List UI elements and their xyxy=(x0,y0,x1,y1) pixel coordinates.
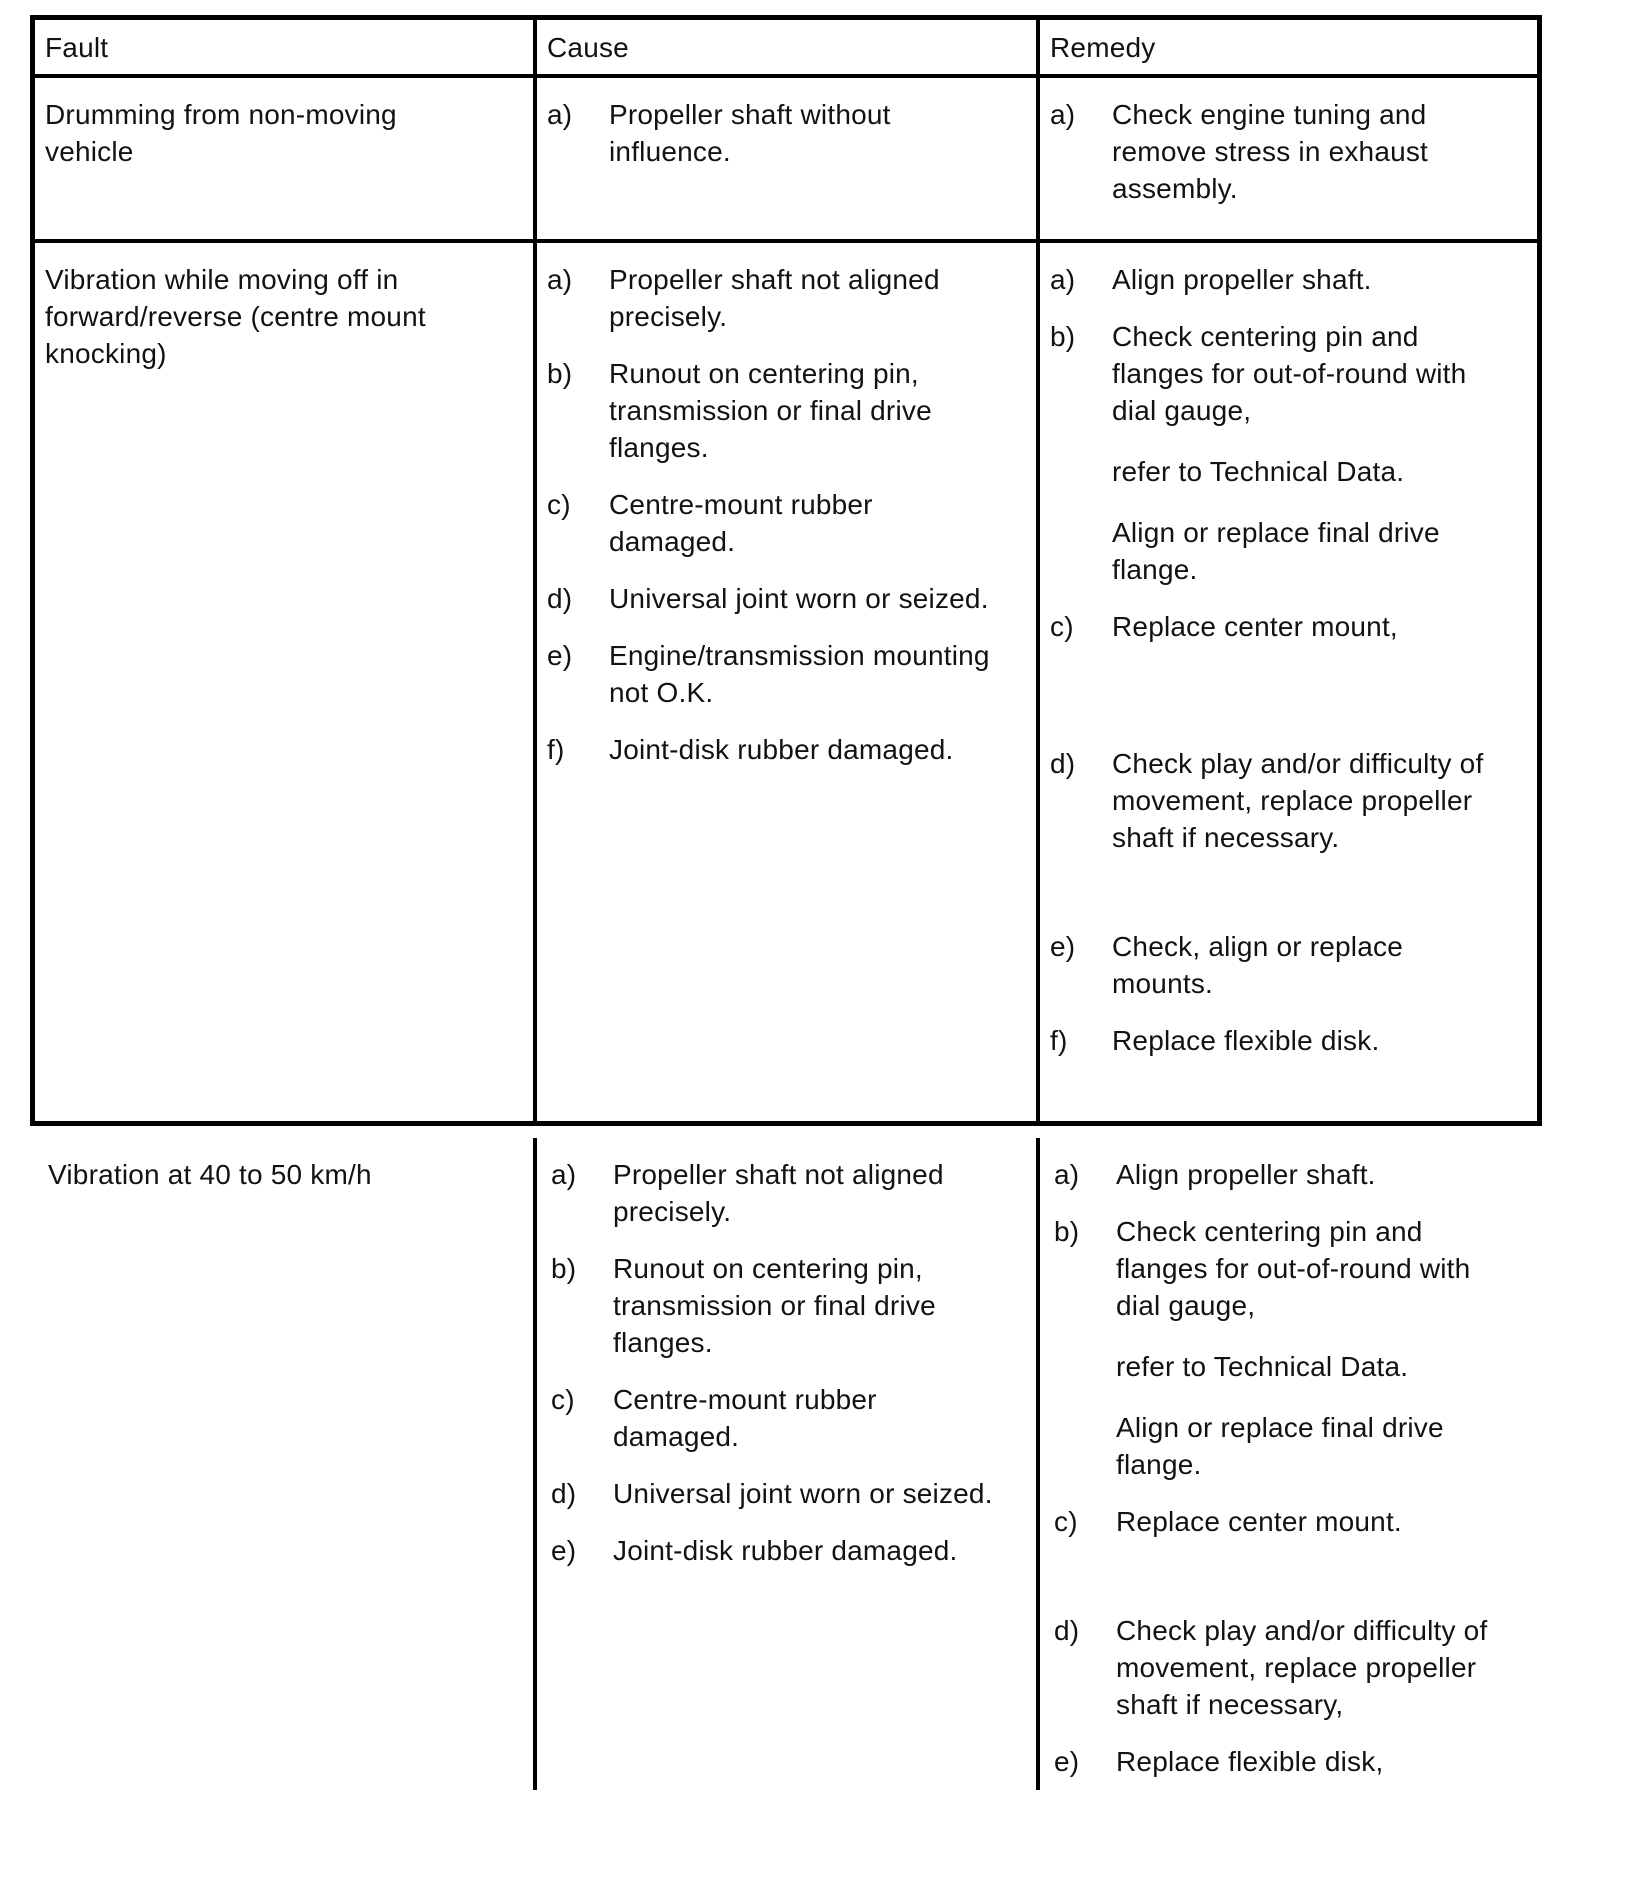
item-marker: e) xyxy=(547,640,573,671)
fault-cell xyxy=(35,78,533,239)
column-header-cause: Cause xyxy=(547,32,629,63)
remedy-list xyxy=(1050,261,1527,1059)
item-paragraph: Replace flexible disk, xyxy=(1116,1746,1384,1777)
item-text xyxy=(1112,928,1527,1002)
item-text xyxy=(1116,1503,1532,1540)
list-item xyxy=(1054,1156,1532,1193)
item-marker: c) xyxy=(1050,611,1074,642)
item-text xyxy=(609,355,1026,466)
list-item xyxy=(1054,1612,1532,1723)
list-item xyxy=(1050,261,1527,298)
cause-cell xyxy=(533,1138,1036,1790)
list-item xyxy=(1054,1503,1532,1540)
column-header-fault: Fault xyxy=(45,32,109,63)
item-paragraph: Replace center mount. xyxy=(1116,1506,1402,1537)
item-text xyxy=(1116,1213,1532,1483)
item-marker: d) xyxy=(551,1478,577,1509)
item-marker: b) xyxy=(1054,1216,1080,1247)
remedy-cell xyxy=(1036,243,1537,1121)
item-paragraph: Align or replace final drive flange. xyxy=(1112,517,1440,585)
item-text xyxy=(1112,745,1527,856)
item-marker: f) xyxy=(1050,1025,1068,1056)
item-text xyxy=(609,261,1026,335)
fault-text: Vibration at 40 to 50 km/h xyxy=(48,1159,372,1190)
item-marker: e) xyxy=(1054,1746,1080,1777)
item-paragraph: Check centering pin and flanges for out-of-round with dial gauge, xyxy=(1116,1216,1471,1321)
list-item xyxy=(1054,1213,1532,1483)
fault-cell xyxy=(35,243,533,1121)
fault-text: Vibration while moving off in forward/reverse (centre mount knocking) xyxy=(45,264,426,369)
table-row-vibration-moving-off xyxy=(35,239,1537,1121)
item-paragraph: Joint-disk rubber damaged. xyxy=(609,734,954,765)
item-marker: a) xyxy=(1050,264,1076,295)
item-paragraph: Universal joint worn or seized. xyxy=(613,1478,993,1509)
item-paragraph: Check play and/or difficulty of movement, replace propeller shaft if necessary, xyxy=(1116,1615,1488,1720)
cause-list xyxy=(551,1156,1026,1569)
item-text xyxy=(613,1532,1026,1569)
item-paragraph: Propeller shaft without influence. xyxy=(609,99,891,167)
item-marker: a) xyxy=(547,99,573,130)
list-item xyxy=(1050,745,1527,856)
item-marker: b) xyxy=(1050,321,1076,352)
cause-list xyxy=(547,96,1026,170)
item-marker: a) xyxy=(1054,1159,1080,1190)
item-marker: b) xyxy=(551,1253,577,1284)
remedy-cell xyxy=(1036,78,1537,239)
item-paragraph: Universal joint worn or seized. xyxy=(609,583,989,614)
item-text xyxy=(609,580,1026,617)
list-item xyxy=(551,1532,1026,1569)
item-paragraph: refer to Technical Data. xyxy=(1116,1351,1409,1382)
item-text xyxy=(613,1381,1026,1455)
item-paragraph: Centre-mount rubber damaged. xyxy=(613,1384,877,1452)
list-item xyxy=(1050,318,1527,588)
item-paragraph: Centre-mount rubber damaged. xyxy=(609,489,873,557)
item-marker: f) xyxy=(547,734,565,765)
item-text xyxy=(1116,1156,1532,1193)
header-cell-remedy xyxy=(1036,20,1537,74)
item-paragraph: Replace center mount, xyxy=(1112,611,1398,642)
item-text xyxy=(609,486,1026,560)
item-paragraph: Replace flexible disk. xyxy=(1112,1025,1380,1056)
item-paragraph: Align propeller shaft. xyxy=(1116,1159,1376,1190)
fault-cell xyxy=(30,1138,533,1790)
list-item xyxy=(1050,608,1527,645)
table-row-vibration-40-50 xyxy=(30,1138,1542,1790)
item-paragraph: Check centering pin and flanges for out-of-round with dial gauge, xyxy=(1112,321,1467,426)
cause-cell xyxy=(533,243,1036,1121)
list-item xyxy=(551,1475,1026,1512)
item-marker: d) xyxy=(1050,748,1076,779)
item-marker: e) xyxy=(551,1535,577,1566)
cause-list xyxy=(547,261,1026,768)
list-item xyxy=(551,1156,1026,1230)
item-text xyxy=(613,1156,1026,1230)
item-text xyxy=(1112,1022,1527,1059)
item-paragraph: Check, align or replace mounts. xyxy=(1112,931,1403,999)
cause-cell xyxy=(533,78,1036,239)
list-item xyxy=(551,1381,1026,1455)
remedy-list xyxy=(1054,1156,1532,1780)
list-item xyxy=(547,486,1026,560)
item-text xyxy=(609,637,1026,711)
remedy-cell xyxy=(1036,1138,1542,1790)
item-text xyxy=(613,1250,1026,1361)
item-marker: a) xyxy=(547,264,573,295)
item-marker: d) xyxy=(547,583,573,614)
column-header-remedy: Remedy xyxy=(1050,32,1156,63)
item-paragraph: Check engine tuning and remove stress in exhaust assembly. xyxy=(1112,99,1429,204)
header-cell-fault xyxy=(35,20,533,74)
list-item xyxy=(1054,1743,1532,1780)
item-paragraph: Propeller shaft not aligned precisely. xyxy=(613,1159,944,1227)
item-text xyxy=(609,731,1026,768)
item-marker: b) xyxy=(547,358,573,389)
item-marker: e) xyxy=(1050,931,1076,962)
table-row-drumming xyxy=(35,74,1537,239)
item-paragraph: Runout on centering pin, transmission or final drive flanges. xyxy=(609,358,932,463)
item-marker: a) xyxy=(1050,99,1076,130)
fault-text: Drumming from non-moving vehicle xyxy=(45,99,397,167)
list-item xyxy=(547,580,1026,617)
list-item xyxy=(1050,928,1527,1002)
fault-cause-remedy-table xyxy=(30,15,1542,1126)
list-item xyxy=(547,355,1026,466)
item-text xyxy=(1116,1743,1532,1780)
item-paragraph: Align propeller shaft. xyxy=(1112,264,1372,295)
remedy-list xyxy=(1050,96,1527,207)
list-item xyxy=(1050,1022,1527,1059)
item-text xyxy=(613,1475,1026,1512)
item-text xyxy=(1116,1612,1532,1723)
list-item xyxy=(547,96,1026,170)
item-marker: c) xyxy=(551,1384,575,1415)
item-paragraph: Joint-disk rubber damaged. xyxy=(613,1535,958,1566)
item-text xyxy=(1112,318,1527,588)
item-paragraph: Check play and/or difficulty of movement, replace propeller shaft if necessary. xyxy=(1112,748,1484,853)
item-paragraph: refer to Technical Data. xyxy=(1112,456,1405,487)
item-text xyxy=(1112,261,1527,298)
item-paragraph: Runout on centering pin, transmission or final drive flanges. xyxy=(613,1253,936,1358)
list-item xyxy=(547,731,1026,768)
item-paragraph: Align or replace final drive flange. xyxy=(1116,1412,1444,1480)
item-marker: c) xyxy=(1054,1506,1078,1537)
item-marker: c) xyxy=(547,489,571,520)
list-item xyxy=(547,637,1026,711)
item-paragraph: Engine/transmission mounting not O.K. xyxy=(609,640,990,708)
item-marker: d) xyxy=(1054,1615,1080,1646)
header-cell-cause xyxy=(533,20,1036,74)
list-item xyxy=(547,261,1026,335)
list-item xyxy=(1050,96,1527,207)
item-text xyxy=(1112,608,1527,645)
item-text xyxy=(1112,96,1527,207)
table-header-row xyxy=(35,20,1537,74)
item-marker: a) xyxy=(551,1159,577,1190)
list-item xyxy=(551,1250,1026,1361)
item-text xyxy=(609,96,1026,170)
item-paragraph: Propeller shaft not aligned precisely. xyxy=(609,264,940,332)
